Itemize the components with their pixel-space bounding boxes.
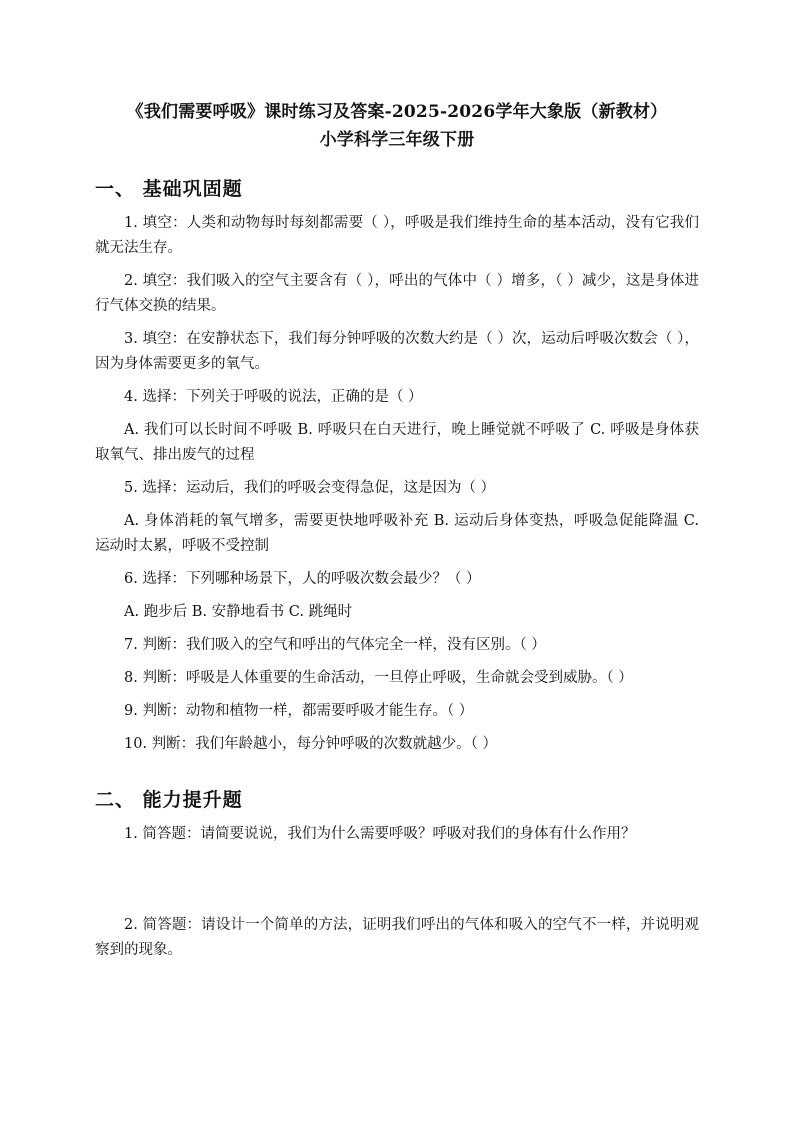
question-judge-10: 10. 判断：我们年龄越小，每分钟呼吸的次数就越少。（ ） (124, 736, 498, 752)
question-choice-5: 5. 选择：运动后，我们的呼吸会变得急促，这是因为（ ） (124, 480, 496, 496)
question-short-answer-2: 2. 简答题：请设计一个简单的方法，证明我们呼出的气体和吸入的空气不一样，并说明观察到的现象。 (95, 917, 699, 958)
question-fill-1: 1. 填空：人类和动物每时每刻都需要（ ），呼吸是我们维持生命的基本活动，没有它我们就无法生存。 (95, 215, 699, 256)
worksheet-page (95, 98, 699, 971)
question-fill-2: 2. 填空：我们吸入的空气主要含有（ ），呼出的气体中（ ）增多，（ ）减少，这是身体进行气体交换的结果。 (95, 273, 699, 314)
section-advanced-questions (95, 822, 699, 963)
question-choice-6-options: A. 跑步后 B. 安静地看书 C. 跳绳时 (124, 604, 353, 620)
question-choice-4-options: A. 我们可以长时间不呼吸 B. 呼吸只在白天进行，晚上睡觉就不呼吸了 C. 呼吸是身体获取氧气、排出废气的过程 (95, 422, 699, 463)
answer-space (95, 855, 699, 913)
section-basic-questions (95, 211, 699, 757)
question-choice-6: 6. 选择：下列哪种场景下，人的呼吸次数会最少？（ ） (124, 571, 481, 587)
question-choice-4: 4. 选择：下列关于呼吸的说法，正确的是（ ） (124, 389, 423, 405)
title-line-2: 小学科学三年级下册 (319, 130, 475, 150)
title-line-1: 《我们需要呼吸》课时练习及答案-2025-2026学年大象版（新教材） (126, 102, 668, 122)
page-title (95, 98, 699, 154)
question-judge-8: 8. 判断：呼吸是人体重要的生命活动，一旦停止呼吸，生命就会受到威胁。（ ） (124, 670, 633, 686)
section-heading-advanced: 二、 能力提升题 (95, 789, 243, 811)
question-choice-5-options: A. 身体消耗的氧气增多，需要更快地呼吸补充 B. 运动后身体变热，呼吸急促能降温 C. 运动时太累，呼吸不受控制 (95, 513, 699, 554)
question-fill-3: 3. 填空：在安静状态下，我们每分钟呼吸的次数大约是（ ）次，运动后呼吸次数会（ ），因为身体需要更多的氧气。 (95, 331, 699, 372)
question-judge-7: 7. 判断：我们吸入的空气和呼出的气体完全一样，没有区别。（ ） (124, 637, 546, 653)
question-short-answer-1: 1. 简答题：请简要说说，我们为什么需要呼吸？呼吸对我们的身体有什么作用？ (124, 826, 636, 842)
section-heading-basic: 一、 基础巩固题 (95, 178, 243, 200)
question-judge-9: 9. 判断：动物和植物一样，都需要呼吸才能生存。（ ） (124, 703, 474, 719)
